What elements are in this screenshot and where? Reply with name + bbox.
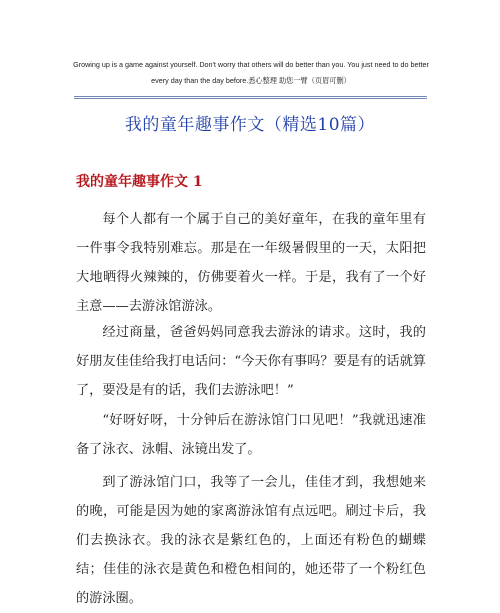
page-header-text: Growing up is a game against yourself. Don't worry that others will do better than you. You just need to do better every day than the day before.悉心整理 助您一臂（页眉可删）: [73, 60, 429, 85]
paragraph-3: “好呀好呀，十分钟后在游泳馆门口见吧！”我就迅速准备了泳衣、泳帽、泳镜出发了。: [76, 413, 426, 457]
header-divider-secondary: [74, 98, 427, 99]
document-title: 我的童年趣事作文（精选10篇）: [124, 115, 376, 135]
paragraph-4: 到了游泳馆门口，我等了一会儿，佳佳才到，我想她来的晚，可能是因为她的家离游泳馆有点远吧。刷过卡后，我们去换泳衣。我的泳衣是紫红色的，上面还有粉色的蝴蝶结；佳佳的泳衣是黄色和橙色相间的，她还带了一个粉红色的游泳圈。: [76, 475, 426, 606]
header-divider: [74, 96, 427, 97]
paragraph-2: 经过商量，爸爸妈妈同意我去游泳的请求。这时，我的好朋友佳佳给我打电话问：“今天你有事吗？要是有的话就算了，要没是有的话，我们去游泳吧！”: [76, 325, 426, 398]
section-heading: 我的童年趣事作文 1: [76, 174, 203, 190]
paragraph-1: 每个人都有一个属于自己的美好童年，在我的童年里有一件事令我特别难忘。那是在一年级暑假里的一天，太阳把大地晒得火辣辣的，仿佛要着火一样。于是，我有了一个好主意——去游泳馆游泳。: [76, 212, 426, 314]
